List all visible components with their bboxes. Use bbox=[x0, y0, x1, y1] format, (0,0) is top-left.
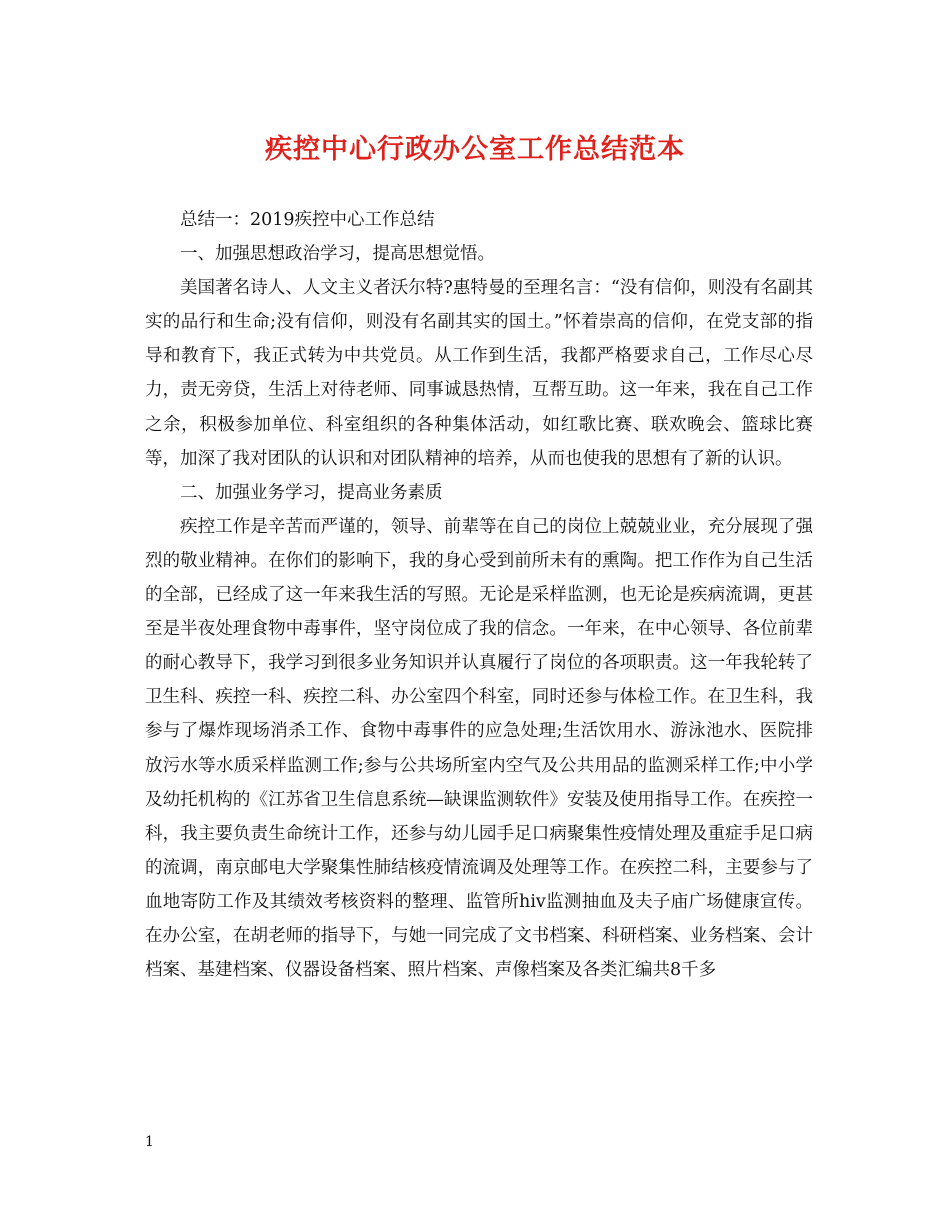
page-number: 1 bbox=[145, 1134, 154, 1150]
summary-heading: 总结一：2019疾控中心工作总结 bbox=[180, 210, 435, 230]
body-paragraph-1: 美国著名诗人、人文主义者沃尔特?惠特曼的至理名言：“没有信仰，则没有名副其实的品行和生命;没有信仰，则没有名副其实的国土。”怀着崇高的信仰，在党支部的指导和教育下，我正式转为中共党员。从工作到生活，我都严格要求自己，工作尽心尽力，责无旁贷，生活上对待老师、同事诚恳热情，互帮互助。这一年来，我在自己工作之余，积极参加单位、科室组织的各种集体活动，如红歌比赛、联欢晚会、篮球比赛等，加深了我对团队的认识和对团队精神的培养，从而也使我的思想有了新的认识。 bbox=[145, 278, 813, 469]
section-heading-1: 一、加强思想政治学习，提高思想觉悟。 bbox=[180, 244, 495, 265]
section-heading-2: 二、加强业务学习，提高业务素质 bbox=[180, 482, 443, 503]
document-title: 疾控中心行政办公室工作总结范本 bbox=[265, 134, 685, 165]
document-body bbox=[145, 203, 813, 987]
body-paragraph-2: 疾控工作是辛苦而严谨的，领导、前辈等在自己的岗位上兢兢业业，充分展现了强烈的敬业精神。在你们的影响下，我的身心受到前所未有的熏陶。把工作作为自己生活的全部，已经成了这一年来我生活的写照。无论是采样监测，也无论是疾病流调，更甚至是半夜处理食物中毒事件，坚守岗位成了我的信念。一年来，在中心领导、各位前辈的耐心教导下，我学习到很多业务知识并认真履行了岗位的各项职责。这一年我轮转了卫生科、疾控一科、疾控二科、办公室四个科室，同时还参与体检工作。在卫生科，我参与了爆炸现场消杀工作、食物中毒事件的应急处理;生活饮用水、游泳池水、医院排放污水等水质采样监测工作;参与公共场所室内空气及公共用品的监测采样工作;中小学及幼托机构的《江苏省卫生信息系统—缺课监测软件》安装及使用指导工作。在疾控一科，我主要负责生命统计工作，还参与幼儿园手足口病聚集性疫情处理及重症手足口病的流调，南京邮电大学聚集性肺结核疫情流调及处理等工作。在疾控二科，主要参与了血地寄防工作及其绩效考核资料的整理、监管所hiv监测抽血及夫子庙广场健康宣传。在办公室，在胡老师的指导下，与她一同完成了文书档案、科研档案、业务档案、会计档案、基建档案、仪器设备档案、照片档案、声像档案及各类汇编共8千多 bbox=[145, 516, 813, 981]
